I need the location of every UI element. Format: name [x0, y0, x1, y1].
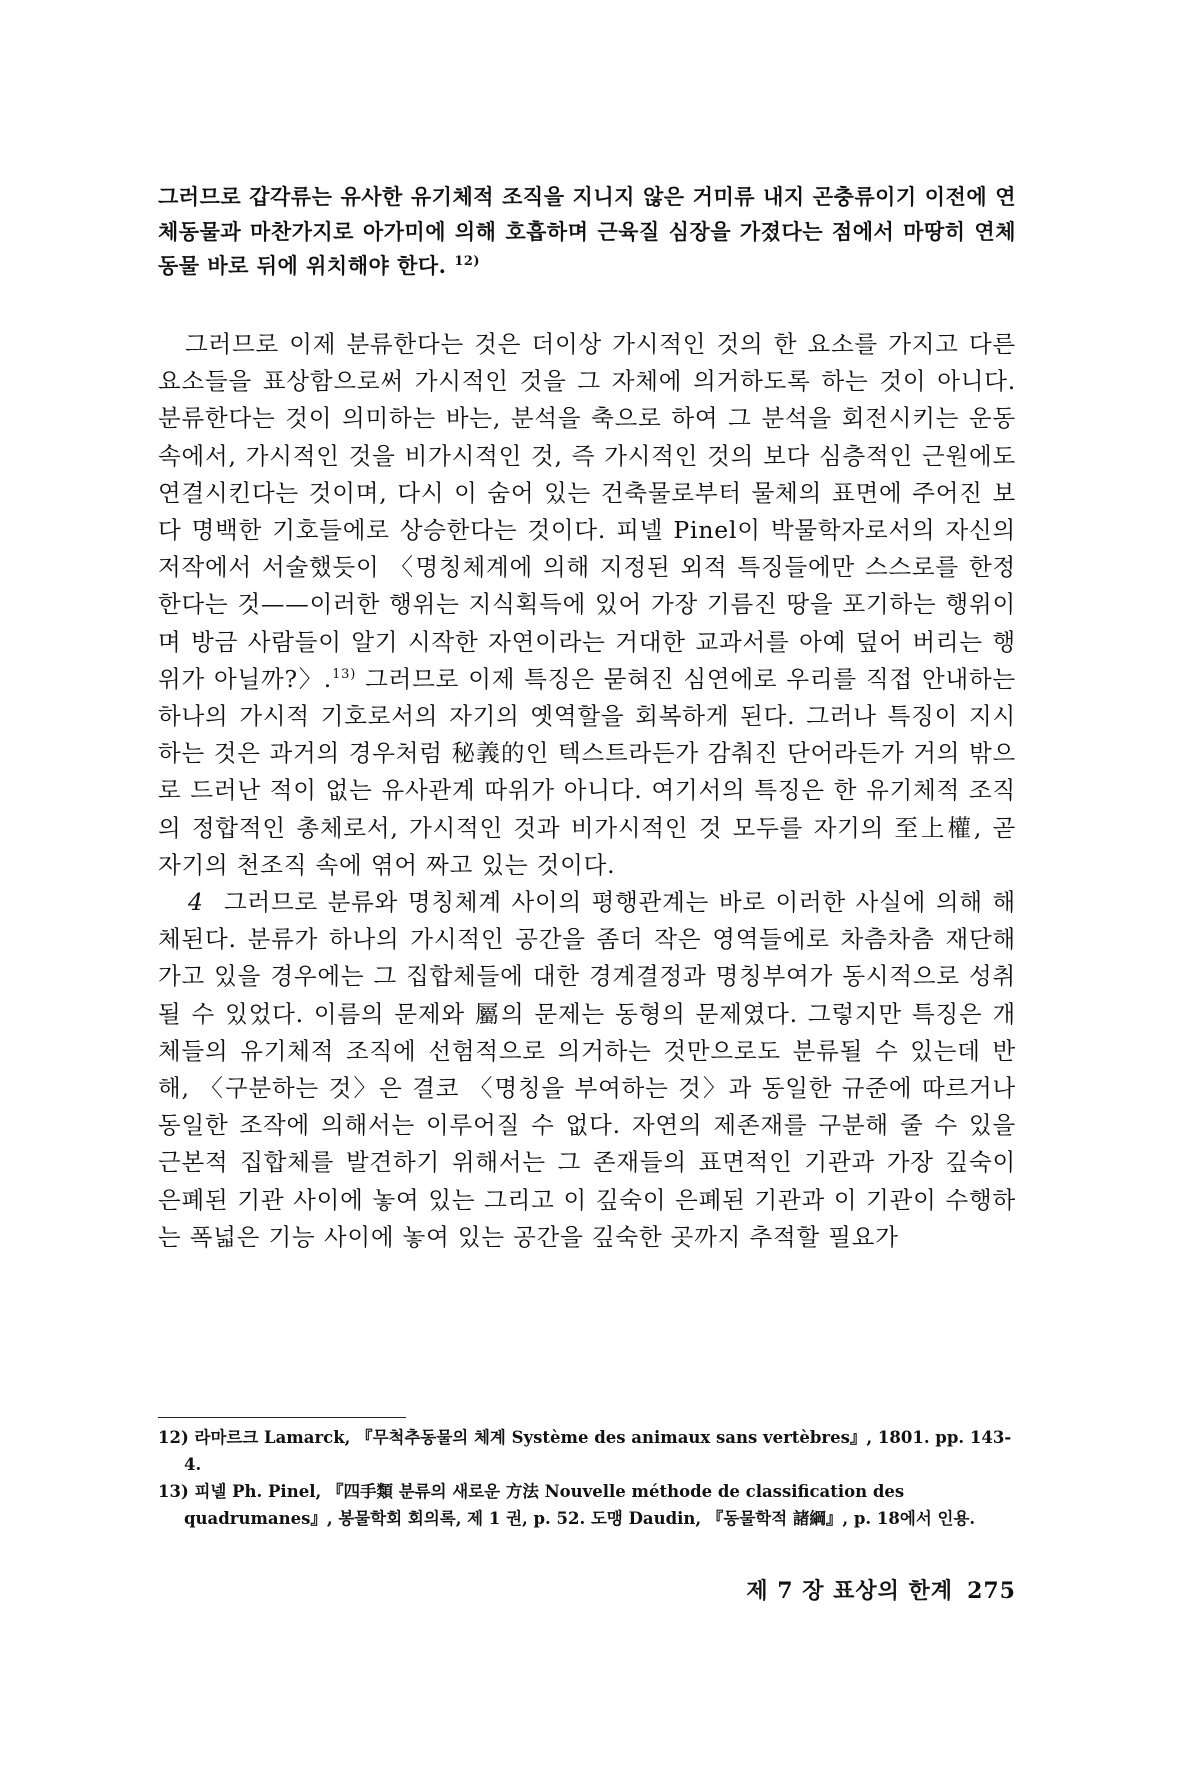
footnote-divider	[158, 1417, 406, 1418]
body-text	[158, 326, 1016, 1256]
running-footer-chapter: 제 7 장 표상의 한계	[746, 1578, 954, 1604]
footnote-ref-12: 12)	[454, 254, 481, 269]
footnote-13: 13) 피넬 Ph. Pinel, 『四手類 분류의 새로운 方法 Nouvelle méthode de classification des quadrumanes』, 봉물학회 회의록, 제 1 권, p. 52. 도맹 Daudin, 『동물학적 諸綱』, p. 18에서 인용.	[158, 1482, 976, 1528]
quoted-passage-text: 그러므로 갑각류는 유사한 유기체적 조직을 지니지 않은 거미류 내지 곤충류이기 이전에 연체동물과 마찬가지로 아가미에 의해 호흡하며 근육질 심장을 가졌다는 점에서 마땅히 연체동물 바로 뒤에 위치해야 한다.	[158, 184, 1016, 278]
paragraph-1-part-a: 그러므로 이제 분류한다는 것은 더이상 가시적인 것의 한 요소를 가지고 다른 요소들을 표상함으로써 가시적인 것을 그 자체에 의거하도록 하는 것이 아니다. 분류한다는 것이 의미하는 바는, 분석을 축으로 하여 그 분석을 회전시키는 운동 속에서, 가시적인 것을 비가시적인 것, 즉 가시적인 것의 보다 심층적인 근원에도 연결시킨다는 것이며, 다시 이 숨어 있는 건축물로부터 물체의 표면에 주어진 보다 명백한 기호들에로 상승한다는 것이다. 피넬 Pinel이 박물학자로서의 자신의 저작에서 서술했듯이 〈명칭체계에 의해 지정된 외적 특징들에만 스스로를 한정한다는 것——이러한 행위는 지식획득에 있어 가장 기름진 땅을 포기하는 행위이며 방금 사람들이 알기 시작한 자연이라는 거대한 교과서를 아예 덮어 버리는 행위가 아닐까?〉.	[158, 330, 1016, 693]
section-number: 4	[188, 888, 204, 917]
page-footer	[700, 1574, 1016, 1605]
footnotes	[158, 1424, 1016, 1532]
paragraph-2	[158, 884, 1016, 1256]
quoted-passage	[158, 180, 1016, 284]
paragraph-2-text: 그러므로 분류와 명칭체계 사이의 평행관계는 바로 이러한 사실에 의해 해체된다. 분류가 하나의 가시적인 공간을 좀더 작은 영역들에로 차츰차츰 재단해 가고 있을 경우에는 그 집합체들에 대한 경계결정과 명칭부여가 동시적으로 성취될 수 있었다. 이름의 문제와 屬의 문제는 동형의 문제였다. 그렇지만 특징은 개체들의 유기체적 조직에 선험적으로 의거하는 것만으로도 분류될 수 있는데 반해, 〈구분하는 것〉은 결코 〈명칭을 부여하는 것〉과 동일한 규준에 따르거나 동일한 조작에 의해서는 이루어질 수 없다. 자연의 제존재를 구분해 줄 수 있을 근본적 집합체를 발견하기 위해서는 그 존재들의 표면적인 기관과 가장 깊숙이 은폐된 기관 사이에 놓여 있는 그리고 이 깊숙이 은폐된 기관과 이 기관이 수행하는 폭넓은 기능 사이에 놓여 있는 공간을 깊숙한 곳까지 추적할 필요가	[158, 888, 1016, 1251]
footnote-12: 12) 라마르크 Lamarck, 『무척추동물의 체계 Système des animaux sans vertèbres』, 1801. pp. 143-4.	[158, 1428, 1012, 1474]
page-number: 275	[967, 1578, 1016, 1604]
paragraph-1	[158, 326, 1016, 884]
paragraph-1-part-b: 그러므로 이제 특징은 묻혀진 심연에로 우리를 직접 안내하는 하나의 가시적 기호로서의 자기의 옛역할을 회복하게 된다. 그러나 특징이 지시하는 것은 과거의 경우처럼 秘義的인 텍스트라든가 감춰진 단어라든가 거의 밖으로 드러난 적이 없는 유사관계 따위가 아니다. 여기서의 특징은 한 유기체적 조직의 정합적인 총체로서, 가시적인 것과 비가시적인 것 모두를 자기의 至上權, 곧 자기의 천조직 속에 엮어 짜고 있는 것이다.	[158, 664, 1016, 879]
footnote-ref-13: 13)	[332, 667, 357, 682]
